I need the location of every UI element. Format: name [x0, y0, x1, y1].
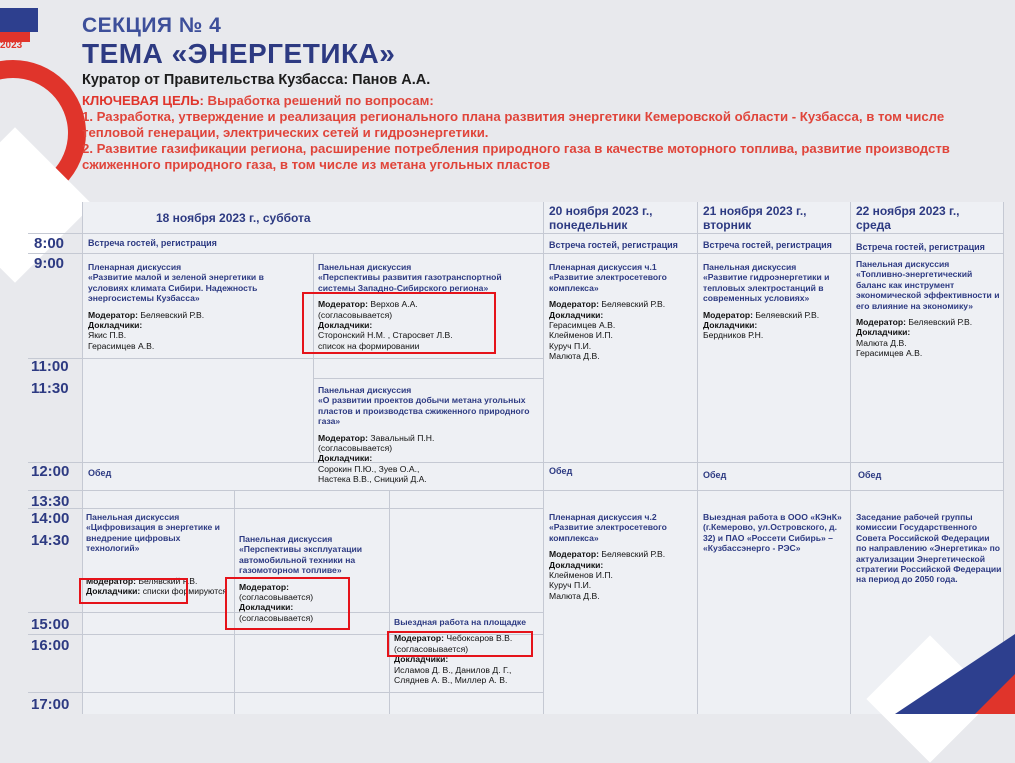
- speakers-label: Докладчики:: [549, 309, 604, 320]
- time-label: 14:30: [31, 532, 70, 549]
- moderator-label: Модератор:: [549, 549, 600, 560]
- key-goal: [82, 93, 1002, 173]
- speaker-name: Герасимцев А.В.: [856, 348, 923, 359]
- time-label: 12:00: [31, 463, 70, 480]
- decor-red-triangle: [975, 674, 1015, 714]
- speaker-names: Настека В.В., Сницкий Д.А.: [318, 474, 427, 485]
- session-22-state-council: [856, 512, 1002, 585]
- goal-item-2: 2. Развитие газификации региона, расширение потребления природного газа в качестве моторного топлива, развитие производств сжиженного природного газа, в том числе из метана угольных пластов: [82, 141, 950, 172]
- highlight-box: [225, 577, 350, 630]
- session-18-plenary: [88, 262, 283, 351]
- moderator-name: Беляевский Р.В.: [601, 549, 666, 560]
- goal-intro: Выработка решений по вопросам:: [203, 93, 434, 108]
- time-label: 16:00: [31, 637, 70, 654]
- session-kind: Пленарная дискуссия: [88, 262, 182, 272]
- moderator-label: Модератор:: [703, 309, 754, 320]
- session-title: Выездная работа на площадке: [394, 617, 526, 627]
- goal-item-1: 1. Разработка, утверждение и реализация регионального плана развития энергетики Кемеровской области - Кузбасса, в том числе тепловой генерации, электрических сетей и гидроэнергетики.: [82, 109, 945, 140]
- moderator-status: (согласовывается): [318, 443, 393, 454]
- moderator-status: (согласовывается): [394, 643, 469, 654]
- highlight-box: [302, 292, 496, 354]
- speakers-label: Докладчики:: [86, 586, 141, 597]
- speaker-name: Бердников Р.Н.: [703, 330, 764, 341]
- session-21-hydro: [703, 262, 847, 341]
- speakers-label: Докладчики:: [856, 327, 911, 338]
- session-21-field-work: [703, 512, 845, 554]
- session-kind: Панельная дискуссия: [318, 262, 412, 272]
- moderator-name: Верхов А.А.: [370, 299, 418, 310]
- session-title: «Перспективы эксплуатации автомобильной техники на газомоторном топливе»: [239, 544, 363, 576]
- session-title: Заседание рабочей группы комиссии Государственного Совета Российской Федерации по направлению «Энергетика» по актуализации Энергетической стратегии Российской Федерации на период до 2050 года.: [856, 512, 1002, 585]
- speakers-label: Докладчики:: [703, 320, 758, 331]
- moderator-label: Модератор:: [318, 299, 369, 310]
- speaker-name: Клейменов И.П.: [549, 570, 613, 581]
- session-kind: Пленарная дискуссия ч.1: [549, 262, 657, 272]
- session-18-methane: [318, 385, 540, 485]
- moderator-label: Модератор:: [549, 299, 600, 310]
- session-kind: Панельная дискуссия: [703, 262, 797, 272]
- session-title: «Развитие электросетевого комплекса»: [549, 522, 667, 543]
- lunch-18: Обед: [88, 468, 112, 478]
- moderator-label: Модератор:: [394, 633, 445, 644]
- time-label: 13:30: [31, 493, 70, 510]
- speakers-label: Докладчики:: [394, 654, 449, 665]
- speaker-names: Сорокин П.Ю., Зуев О.А.,: [318, 463, 420, 474]
- moderator-name: Беляевский Р.В.: [140, 309, 205, 320]
- session-title: «Развитие малой и зеленой энергетики в условиях климата Сибири. Надежность энергосистемы Кузбасса»: [88, 272, 264, 304]
- registration-18: Встреча гостей, регистрация: [88, 238, 217, 248]
- registration-20: Встреча гостей, регистрация: [549, 240, 678, 250]
- highlight-box: [79, 575, 188, 604]
- session-20-plenary-2: [549, 512, 693, 601]
- speaker-name: Куруч П.И.: [549, 580, 592, 591]
- moderator-status: (согласовывается): [239, 592, 314, 603]
- speakers-label: Докладчики:: [88, 320, 143, 331]
- speaker-names: Сляднев А. В., Миллер А. В.: [394, 675, 508, 686]
- session-title: «Цифровизация в энергетике и внедрение цифровых технологий»: [86, 522, 220, 554]
- speaker-name: Герасимцев А.В.: [549, 320, 616, 331]
- session-kind: Панельная дискуссия: [239, 534, 333, 544]
- moderator-label: Модератор:: [86, 575, 137, 586]
- decor-year: 2023: [0, 40, 23, 51]
- speaker-name: Малюта Д.В.: [856, 337, 907, 348]
- moderator-label: Модератор:: [318, 432, 369, 443]
- speakers-label: Докладчики:: [549, 559, 604, 570]
- moderator-name: Чебоксаров В.В.: [446, 633, 513, 644]
- session-kind: Пленарная дискуссия ч.2: [549, 512, 657, 522]
- time-label: 15:00: [31, 616, 70, 633]
- speakers-note: список на формировании: [318, 340, 420, 351]
- speakers-note: списки формируются: [142, 586, 228, 597]
- time-label: 9:00: [34, 255, 65, 272]
- session-title: «Топливно-энергетический баланс как инструмент экономической эффективности и его влияние на экономику»: [856, 269, 1000, 311]
- session-title: Выездная работа в ООО «КЭнК» (г.Кемерово, ул.Островского, д. 32) и ПАО «Россети Сибирь» – «Кузбассэнерго - РЭС»: [703, 512, 842, 554]
- moderator-label: Модератор:: [856, 317, 907, 328]
- moderator-name: Завальный П.Н.: [370, 432, 435, 443]
- moderator-label: Модератор:: [239, 581, 290, 592]
- time-label: 14:00: [31, 510, 70, 527]
- goal-label: КЛЮЧЕВАЯ ЦЕЛЬ:: [82, 93, 204, 108]
- lunch-20: Обед: [549, 466, 573, 476]
- speakers-label: Докладчики:: [239, 602, 294, 613]
- day-header-22: 22 ноября 2023 г., среда: [856, 204, 960, 232]
- session-title: «О развитии проектов добычи метана угольных пластов и производства сжиженного природного газа»: [318, 395, 530, 427]
- moderator-name: Беляевский Р.В.: [908, 317, 973, 328]
- session-kind: Панельная дискуссия: [318, 385, 412, 395]
- speaker-name: Клейменов И.П.: [549, 330, 613, 341]
- moderator-name: Беляевский Р.В.: [755, 309, 820, 320]
- time-label: 11:30: [31, 380, 69, 397]
- speaker-name: Герасимцев А.В.: [88, 340, 155, 351]
- session-20-plenary-1: [549, 262, 693, 362]
- session-title: «Развитие электросетевого комплекса»: [549, 272, 667, 293]
- speaker-name: Якис П.В.: [88, 330, 127, 341]
- registration-22: Встреча гостей, регистрация: [856, 242, 985, 252]
- curator-line: Куратор от Правительства Кузбасса: Панов А.А.: [82, 72, 431, 88]
- speaker-name: Куруч П.И.: [549, 340, 592, 351]
- moderator-status: (согласовывается): [318, 309, 393, 320]
- section-number: СЕКЦИЯ № 4: [82, 14, 222, 37]
- speaker-names: Исламов Д. В., Данилов Д. Г.,: [394, 664, 512, 675]
- day-header-18: 18 ноября 2023 г., суббота: [156, 211, 311, 225]
- moderator-name: Беляевский Р.В.: [601, 299, 666, 310]
- session-kind: Панельная дискуссия: [86, 512, 180, 522]
- page-title: ТЕМА «ЭНЕРГЕТИКА»: [82, 38, 396, 69]
- speakers-status: (согласовывается): [239, 612, 314, 623]
- time-label: 8:00: [34, 235, 65, 252]
- speaker-name: Малюта Д.В.: [549, 590, 600, 601]
- lunch-22: Обед: [858, 470, 882, 480]
- session-22-balance: [856, 259, 1002, 359]
- moderator-name: Белявский Р.В.: [138, 575, 198, 586]
- time-label: 17:00: [31, 696, 70, 713]
- highlight-box: [387, 631, 533, 657]
- day-header-20: 20 ноября 2023 г., понедельник: [549, 204, 653, 232]
- registration-21: Встреча гостей, регистрация: [703, 240, 832, 250]
- session-title: «Перспективы развития газотранспортной системы Западно-Сибирского региона»: [318, 272, 502, 293]
- speakers-label: Докладчики:: [318, 453, 373, 464]
- decor-blue-shape: [0, 8, 38, 32]
- day-header-21: 21 ноября 2023 г., вторник: [703, 204, 807, 232]
- speaker-names: Сторонский Н.М. , Старосвет Л.В.: [318, 330, 453, 341]
- time-label: 11:00: [31, 358, 69, 375]
- lunch-21: Обед: [703, 470, 727, 480]
- speakers-label: Докладчики:: [318, 320, 373, 331]
- moderator-label: Модератор:: [88, 309, 139, 320]
- session-title: «Развитие гидроэнергетики и тепловых электростанций в современных условиях»: [703, 272, 830, 304]
- session-kind: Панельная дискуссия: [856, 259, 950, 269]
- speaker-name: Малюта Д.В.: [549, 351, 600, 362]
